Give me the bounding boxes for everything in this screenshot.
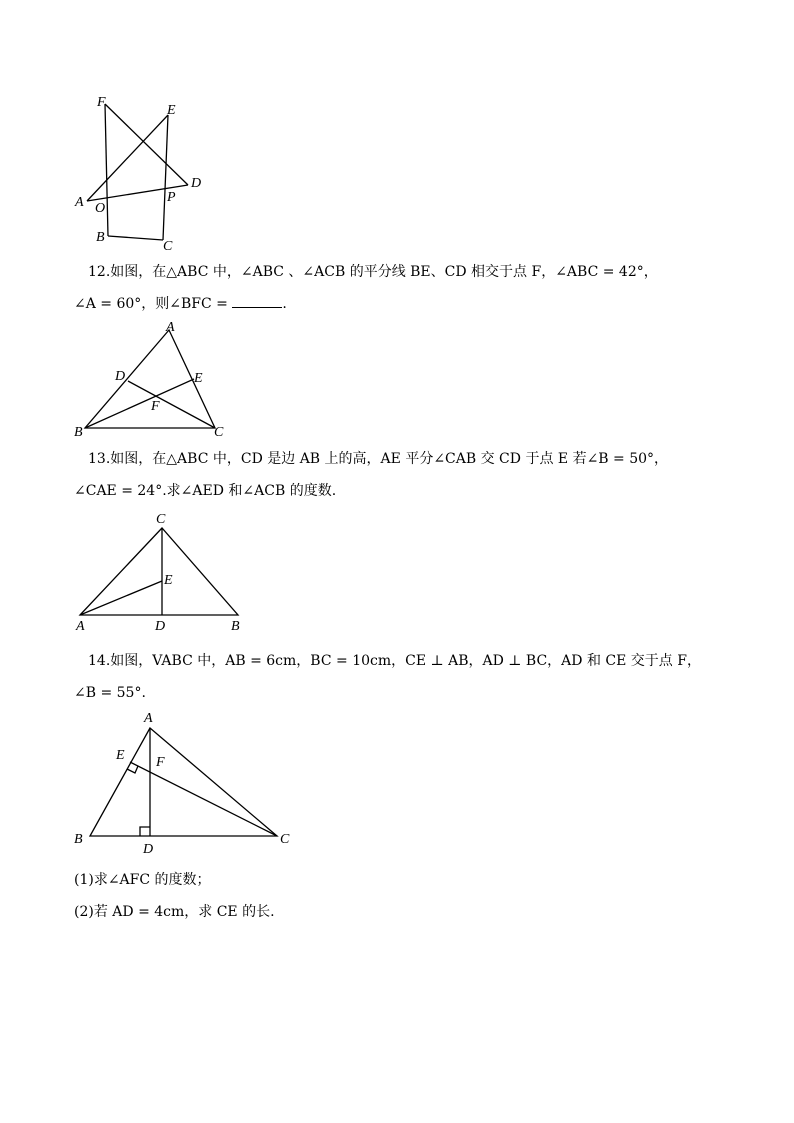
label-E: E [194,371,203,386]
label-C: C [280,832,290,847]
figure-q14 [70,706,305,858]
label-C: C [214,425,224,440]
label-B: B [74,832,83,847]
q14-sub1: (1)求∠AFC 的度数； [74,872,211,888]
q12-line2 [74,295,287,313]
label-P: P [167,190,176,205]
q14-line2: ∠B = 55°. [74,685,146,701]
label-O: O [95,201,106,216]
q12-line2-suffix: . [282,296,287,312]
label-D: D [191,176,202,191]
label-F: F [97,95,106,110]
label-C: C [163,239,173,254]
figure-q12 [70,318,240,443]
q12-line2-prefix: ∠A = 60°，则∠BFC = [74,296,233,312]
q12-line1: 12.如图，在△ABC 中，∠ABC 、∠ACB 的平分线 BE、CD 相交于点 F，∠ABC = 42°， [88,264,658,280]
label-A: A [144,711,153,726]
label-F: F [151,399,160,414]
label-A: A [76,619,85,634]
q14-line1: 14.如图，VABC 中，AB = 6cm，BC = 10cm，CE ⊥ AB，AD ⊥ BC，AD 和 CE 交于点 F， [88,653,701,669]
answer-blank[interactable] [232,295,282,308]
label-E: E [116,748,125,763]
q13-line2: ∠CAE = 24°.求∠AED 和∠ACB 的度数. [74,483,337,499]
label-C: C [156,512,166,527]
label-A: A [166,320,175,335]
q13-line1: 13.如图，在△ABC 中，CD 是边 AB 上的高，AE 平分∠CAB 交 CD 于点 E 若∠B = 50°， [88,451,669,467]
label-A: A [75,195,84,210]
label-E: E [164,573,173,588]
q14-sub2: (2)若 AD = 4cm，求 CE 的长. [74,904,275,920]
label-B: B [74,425,83,440]
figure-q11 [70,90,220,255]
label-D: D [143,842,154,857]
label-B: B [96,230,105,245]
figure-q13 [70,508,255,636]
label-D: D [155,619,166,634]
label-D: D [115,369,126,384]
label-E: E [167,103,176,118]
label-B: B [231,619,240,634]
label-F: F [156,755,165,770]
